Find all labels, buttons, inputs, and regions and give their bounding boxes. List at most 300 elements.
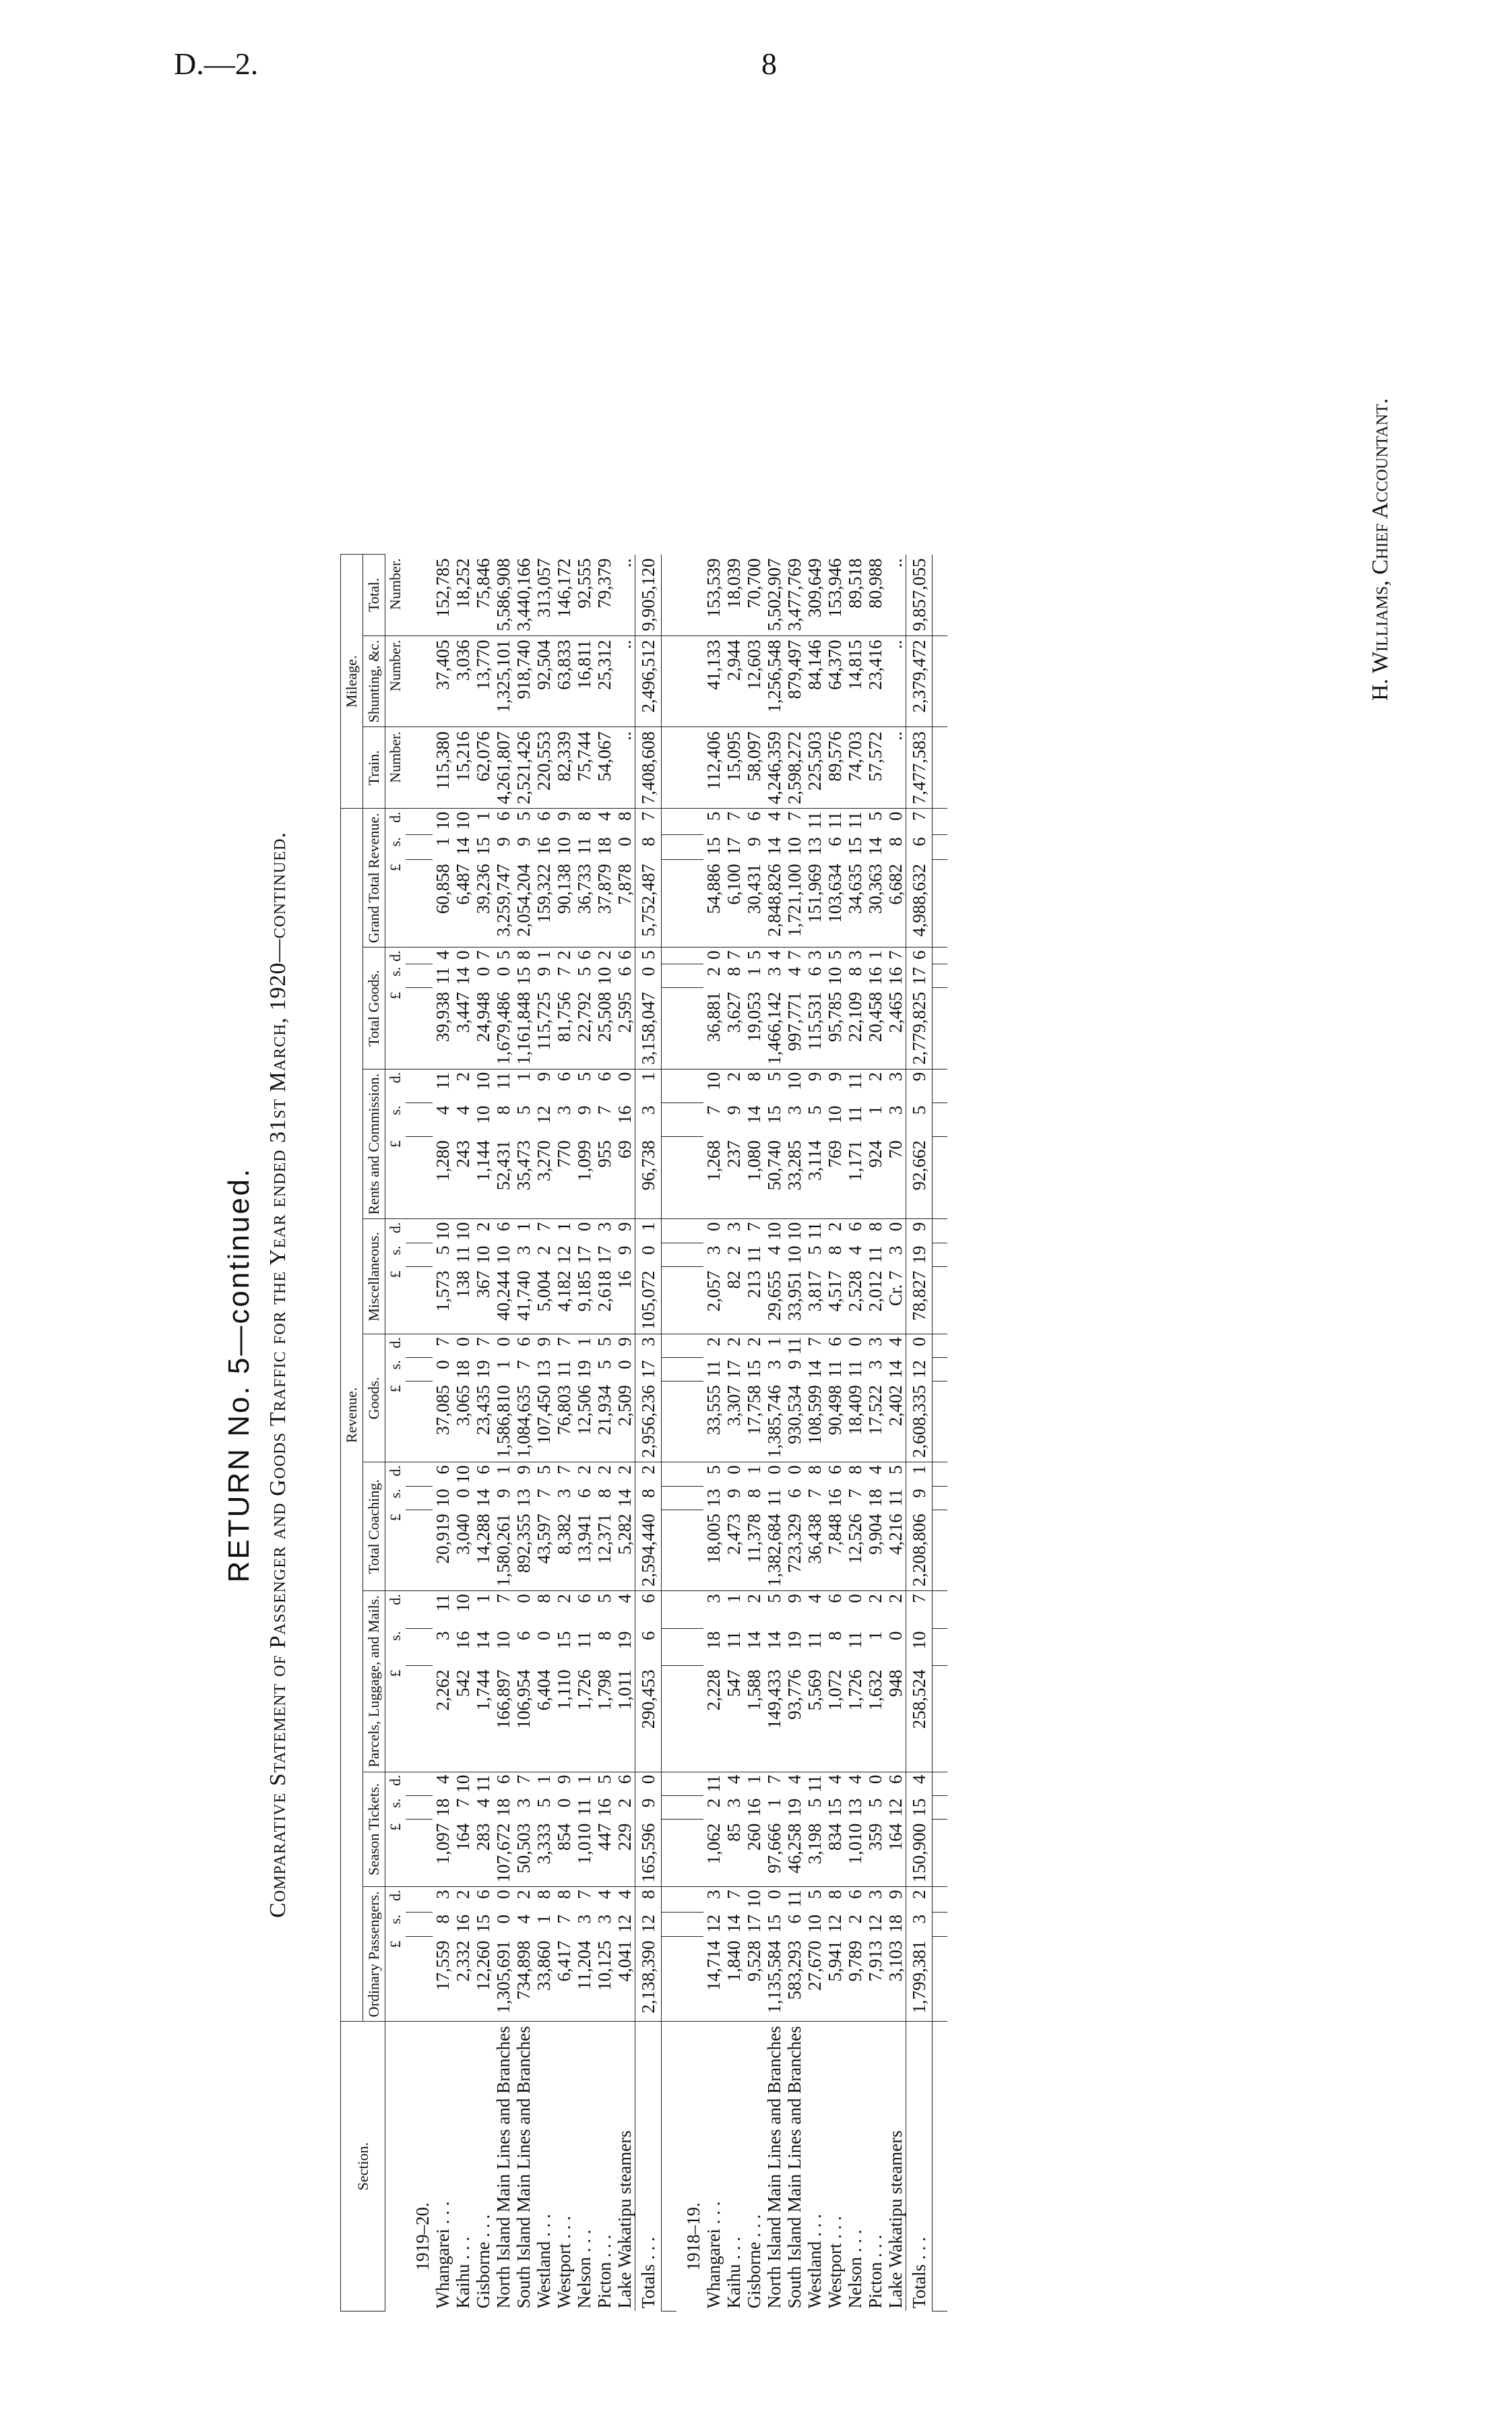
goo-shillings: 11 (554, 1360, 574, 1378)
blank-cell (662, 809, 677, 834)
blank-cell (933, 1462, 948, 1487)
section-name: Nelson . . . (845, 2229, 865, 2309)
ord-pence: 0 (764, 1890, 784, 1899)
tgo-pounds: 25,508 (594, 988, 615, 1069)
goo-shillings: 0 (615, 1360, 635, 1369)
unit-s: s. (387, 1489, 404, 1499)
tgo-pounds: 115,725 (534, 988, 554, 1069)
sea-pence: 4 (845, 1774, 865, 1785)
sea-pence: 1 (574, 1774, 594, 1785)
par-pence: 2 (554, 1594, 574, 1603)
unit-d: d. (387, 811, 404, 823)
mis-shillings: 10 (784, 1245, 805, 1264)
section-name: Picton . . . (865, 2234, 885, 2309)
tgo-pounds: 22,109 (845, 988, 865, 1069)
unit-d: d. (387, 1890, 404, 1901)
goo-pence: 0 (453, 1337, 473, 1346)
coa-pounds: 892,355 (513, 1510, 534, 1591)
tgo-pence: 0 (453, 950, 473, 960)
unit-s: s. (387, 1105, 404, 1115)
mis-shillings: 5 (433, 1245, 453, 1255)
table-row (865, 555, 885, 2312)
blank-cell (406, 1219, 433, 1243)
mis-pounds: 2,057 (703, 1266, 724, 1334)
gra-shillings: 15 (703, 837, 724, 856)
gra-pounds: 37,879 (594, 860, 615, 948)
par-pounds: 106,954 (513, 1666, 534, 1772)
ord-pence: 4 (615, 1890, 635, 1899)
total-mileage: 3,440,166 (513, 555, 534, 636)
mis-pounds: 3,817 (805, 1266, 825, 1334)
total-mileage: 92,555 (574, 555, 594, 636)
ren-shillings: 12 (534, 1105, 554, 1124)
ren-pence: 9 (805, 1072, 825, 1082)
ren-pence: 2 (865, 1072, 885, 1082)
par-pence: 2 (744, 1594, 764, 1603)
table-row (845, 555, 865, 2312)
ord-shillings: 3 (594, 1915, 615, 1924)
sea-pounds: 1,010 (574, 1820, 594, 1887)
unit-s: s. (387, 1631, 404, 1641)
sea-pounds: 3,333 (534, 1820, 554, 1887)
sea-pence: 1 (744, 1774, 764, 1785)
par-shillings: 8 (825, 1631, 845, 1641)
tgo-pence: 7 (724, 950, 744, 960)
goo-pounds: 2,956,236 (635, 1381, 662, 1462)
ren-shillings: 10 (825, 1105, 845, 1124)
par-pounds: 1,726 (574, 1666, 594, 1772)
par-pounds: 547 (724, 1666, 744, 1772)
sea-shillings: 16 (594, 1798, 615, 1817)
sea-pence: 1 (534, 1774, 554, 1785)
blank-cell (933, 1357, 948, 1381)
tgo-pounds: 36,881 (703, 988, 724, 1069)
unit-pound: £ (385, 1381, 406, 1462)
tgo-pence: 4 (764, 950, 784, 960)
mis-pounds: 78,827 (906, 1266, 933, 1334)
ord-pence: 3 (703, 1890, 724, 1899)
blank-cell (662, 1219, 677, 1243)
table-row (473, 555, 493, 2312)
unit-s: s. (387, 837, 404, 847)
ord-shillings: 0 (493, 1915, 513, 1924)
par-pence: 5 (594, 1594, 615, 1603)
gra-pence: 6 (744, 811, 764, 821)
ord-pounds: 1,135,584 (764, 1937, 784, 2022)
tgo-shillings: 1 (744, 966, 764, 976)
mis-pence: 9 (615, 1222, 635, 1231)
mis-shillings: 12 (554, 1245, 574, 1264)
gra-pence: 1 (473, 811, 493, 821)
sea-pence: 0 (635, 1772, 662, 1796)
mis-pence: 8 (865, 1222, 885, 1231)
tgo-pence: 6 (574, 950, 594, 960)
ren-pounds: 1,268 (703, 1136, 724, 1219)
ord-shillings: 12 (703, 1915, 724, 1933)
sea-shillings: 18 (433, 1798, 453, 1817)
shunting-mileage: 2,944 (724, 635, 744, 727)
train-mileage: 75,744 (574, 727, 594, 809)
col-misc: Miscellaneous. (363, 1219, 385, 1334)
mis-pounds: 29,655 (764, 1266, 784, 1334)
total-mileage: 153,946 (825, 555, 845, 636)
mis-pounds: 9,185 (574, 1266, 594, 1334)
blank-cell (406, 727, 433, 809)
coa-pence: 6 (433, 1465, 453, 1475)
unit-s: s. (387, 1798, 404, 1808)
gra-shillings: 1 (433, 837, 453, 846)
gra-shillings: 14 (865, 837, 885, 856)
blank-cell (933, 834, 948, 860)
gra-shillings: 8 (885, 837, 906, 846)
gra-pounds: 6,487 (453, 860, 473, 948)
goo-pence: 7 (473, 1337, 493, 1346)
mis-pounds: 105,072 (635, 1266, 662, 1334)
gra-shillings: 15 (845, 837, 865, 856)
ord-pence: 8 (825, 1890, 845, 1899)
blank-cell (662, 1666, 677, 1772)
tgo-pence: 1 (865, 950, 885, 960)
ord-pence: 6 (845, 1890, 865, 1899)
par-pence: 1 (724, 1594, 744, 1603)
ord-pounds: 1,305,691 (493, 1937, 513, 2022)
page-number: 8 (761, 46, 777, 81)
blank-cell (662, 1912, 677, 1937)
blank-cell (676, 1772, 703, 1796)
ord-shillings: 7 (554, 1915, 574, 1924)
par-pence: 6 (635, 1591, 662, 1629)
shunting-mileage: 2,496,512 (635, 635, 662, 727)
blank-cell (933, 1334, 948, 1358)
blank-cell (406, 1266, 433, 1334)
blank-cell (662, 1887, 677, 1912)
ren-pence: 11 (493, 1072, 513, 1090)
blank-cell (933, 1136, 948, 1219)
ord-pence: 9 (885, 1890, 906, 1899)
blank-cell (662, 1629, 677, 1666)
ren-pounds: 243 (453, 1136, 473, 1219)
rotated-page-content (222, 108, 1489, 2318)
mis-shillings: 3 (885, 1245, 906, 1255)
period-label: 1919–20. (412, 2202, 433, 2271)
units-row (385, 555, 406, 2312)
shunting-mileage: 918,740 (513, 635, 534, 727)
ren-shillings: 8 (493, 1105, 513, 1115)
unit-pound: £ (385, 1666, 406, 1772)
gra-pounds: 1,721,100 (784, 860, 805, 948)
par-shillings: 14 (473, 1631, 493, 1650)
signature: H. Williams, Chief Accountant. (1368, 398, 1393, 701)
group-header-row (341, 555, 363, 2312)
blank-cell (406, 1069, 433, 1103)
blank-cell (662, 1591, 677, 1629)
mis-pounds: 5,004 (534, 1266, 554, 1334)
tgo-pounds: 2,779,825 (906, 988, 933, 1069)
par-shillings: 10 (906, 1629, 933, 1666)
ren-shillings: 7 (594, 1105, 615, 1115)
coa-shillings: 14 (473, 1489, 493, 1508)
train-mileage: 4,261,807 (493, 727, 513, 809)
blank-cell (933, 860, 948, 948)
tgo-shillings: 16 (885, 966, 906, 985)
table-row (885, 555, 906, 2312)
col-coaching: Total Coaching. (363, 1462, 385, 1591)
shunting-mileage: 64,370 (825, 635, 845, 727)
gra-shillings: 14 (453, 837, 473, 856)
par-shillings: 19 (615, 1631, 635, 1650)
tgo-shillings: 8 (845, 966, 865, 976)
coa-shillings: 7 (805, 1489, 825, 1498)
goo-pence: 11 (784, 1337, 805, 1355)
coa-pounds: 7,848 (825, 1510, 845, 1591)
gra-shillings: 14 (764, 837, 784, 856)
blank-cell (406, 1510, 433, 1591)
ren-pence: 6 (594, 1072, 615, 1082)
sea-pence: 5 (594, 1774, 615, 1785)
ren-shillings: 5 (906, 1103, 933, 1137)
train-mileage: 112,406 (703, 727, 724, 809)
ord-pounds: 17,559 (433, 1937, 453, 2022)
par-shillings: 16 (453, 1631, 473, 1650)
tgo-shillings: 9 (534, 966, 554, 976)
blank-cell (933, 1591, 948, 1629)
blank-cell (406, 988, 433, 1069)
ren-pounds: 70 (885, 1136, 906, 1219)
ren-shillings: 7 (703, 1105, 724, 1115)
blank-cell (406, 1629, 433, 1666)
section-name: Westport . . . (554, 2216, 574, 2309)
train-mileage: .. (615, 727, 635, 809)
par-shillings: 3 (433, 1631, 453, 1641)
par-pounds: 258,524 (906, 1666, 933, 1772)
ord-pounds: 9,528 (744, 1937, 764, 2022)
goo-shillings: 1 (493, 1360, 513, 1369)
totals-row (635, 555, 662, 2312)
sea-pounds: 834 (825, 1820, 845, 1887)
goo-pence: 2 (724, 1337, 744, 1346)
ord-pence: 8 (635, 1887, 662, 1912)
section-name: Nelson . . . (574, 2229, 594, 2309)
tgo-shillings: 5 (574, 966, 594, 976)
unit-pound: £ (385, 1937, 406, 2022)
total-mileage: 153,539 (703, 555, 724, 636)
tgo-pounds: 39,938 (433, 988, 453, 1069)
par-pounds: 6,404 (534, 1666, 554, 1772)
blank-cell (662, 2022, 677, 2312)
shunting-mileage: 879,497 (784, 635, 805, 727)
total-mileage: 18,252 (453, 555, 473, 636)
col-ordinary: Ordinary Passengers. (363, 1887, 385, 2022)
ren-pounds: 69 (615, 1136, 635, 1219)
ord-shillings: 15 (473, 1915, 493, 1933)
tgo-shillings: 6 (805, 966, 825, 976)
return-title: RETURN No. 5—continued. (222, 1167, 255, 1583)
shunting-mileage: 1,256,548 (764, 635, 784, 727)
unit-number: Number. (385, 727, 406, 809)
goo-pounds: 108,599 (805, 1381, 825, 1462)
ren-pence: 10 (784, 1072, 805, 1090)
gra-shillings: 10 (554, 837, 574, 856)
goo-pounds: 18,409 (845, 1381, 865, 1462)
blank-cell (406, 964, 433, 988)
mis-pounds: 16 (615, 1266, 635, 1334)
tgo-shillings: 0 (493, 966, 513, 976)
goo-pounds: 1,084,635 (513, 1381, 534, 1462)
par-pounds: 290,453 (635, 1666, 662, 1772)
total-mileage: 5,586,908 (493, 555, 513, 636)
ren-shillings: 3 (885, 1105, 906, 1115)
goo-pounds: 3,307 (724, 1381, 744, 1462)
total-mileage: 9,857,055 (906, 555, 933, 636)
sea-pounds: 85 (724, 1820, 744, 1887)
table-row (615, 555, 635, 2312)
blank-cell (933, 1219, 948, 1243)
blank-cell (676, 1820, 703, 1887)
par-pounds: 1,798 (594, 1666, 615, 1772)
tgo-pounds: 1,161,848 (513, 988, 534, 1069)
tgo-pounds: 19,053 (744, 988, 764, 1069)
goo-pounds: 930,534 (784, 1381, 805, 1462)
blank-cell (676, 1510, 703, 1591)
par-pounds: 5,569 (805, 1666, 825, 1772)
mis-shillings: 4 (845, 1245, 865, 1255)
coa-shillings: 11 (885, 1489, 906, 1507)
gra-pounds: 54,886 (703, 860, 724, 948)
ren-pence: 8 (744, 1072, 764, 1082)
section-name: South Island Main Lines and Branches (784, 2026, 805, 2309)
mis-shillings: 10 (473, 1245, 493, 1264)
mis-pence: 0 (574, 1222, 594, 1231)
ren-pence: 0 (615, 1072, 635, 1082)
ren-shillings: 3 (554, 1105, 574, 1115)
goo-pence: 0 (845, 1337, 865, 1346)
shunting-mileage: 92,504 (534, 635, 554, 727)
coa-pence: 0 (724, 1465, 744, 1475)
blank-cell (662, 1069, 677, 1103)
goo-shillings: 3 (764, 1360, 784, 1369)
mis-pence: 10 (433, 1222, 453, 1241)
goo-pounds: 90,498 (825, 1381, 845, 1462)
tgo-shillings: 3 (764, 966, 784, 976)
ord-pence: 5 (805, 1890, 825, 1899)
coa-pence: 2 (615, 1465, 635, 1475)
coa-pounds: 3,040 (453, 1510, 473, 1591)
ren-shillings: 9 (724, 1105, 744, 1115)
spacer-row (933, 555, 948, 2312)
ren-pounds: 769 (825, 1136, 845, 1219)
coa-pence: 9 (513, 1465, 534, 1475)
coa-shillings: 11 (764, 1489, 784, 1507)
ord-pounds: 10,125 (594, 1937, 615, 2022)
ord-pence: 3 (433, 1890, 453, 1899)
tgo-pence: 8 (513, 950, 534, 960)
goo-pence: 7 (554, 1337, 574, 1346)
goo-pence: 5 (594, 1337, 615, 1346)
blank-cell (933, 1937, 948, 2022)
sea-shillings: 4 (473, 1798, 493, 1808)
blank-cell (676, 988, 703, 1069)
par-pence: 5 (764, 1594, 784, 1603)
coa-pounds: 2,473 (724, 1510, 744, 1591)
blank-cell (662, 1937, 677, 2022)
mis-shillings: 4 (764, 1245, 784, 1255)
tgo-shillings: 10 (594, 966, 615, 985)
ren-pence: 10 (473, 1072, 493, 1090)
shunting-mileage: 23,416 (865, 635, 885, 727)
coa-shillings: 6 (784, 1489, 805, 1498)
mis-shillings: 19 (906, 1243, 933, 1266)
gra-pence: 6 (493, 811, 513, 821)
goo-pounds: 2,509 (615, 1381, 635, 1462)
table-row (805, 555, 825, 2312)
ord-shillings: 15 (764, 1915, 784, 1933)
shunting-mileage: .. (615, 635, 635, 727)
blank-cell (406, 1937, 433, 2022)
mis-pence: 2 (473, 1222, 493, 1231)
mis-pence: 10 (453, 1222, 473, 1241)
section-name: Gisborne . . . (744, 2214, 764, 2309)
blank-cell (662, 555, 677, 636)
ren-pounds: 52,431 (493, 1136, 513, 1219)
ord-shillings: 2 (845, 1915, 865, 1924)
shunting-mileage: .. (885, 635, 906, 727)
section-name: Whangarei . . . (433, 2201, 453, 2309)
par-shillings: 14 (744, 1631, 764, 1650)
coa-pounds: 11,378 (744, 1510, 764, 1591)
train-mileage: 7,408,608 (635, 727, 662, 809)
ren-shillings: 10 (473, 1105, 493, 1124)
ord-shillings: 12 (865, 1915, 885, 1933)
blank-cell (662, 1357, 677, 1381)
mis-pence: 7 (744, 1222, 764, 1231)
tgo-pence: 7 (473, 950, 493, 960)
ren-pounds: 96,738 (635, 1136, 662, 1219)
total-mileage: .. (885, 555, 906, 636)
par-shillings: 19 (784, 1631, 805, 1650)
blank-cell (933, 1912, 948, 1937)
ren-shillings: 5 (805, 1105, 825, 1115)
table-body (385, 555, 948, 2312)
goo-pence: 9 (615, 1337, 635, 1346)
par-pounds: 2,262 (433, 1666, 453, 1772)
goo-shillings: 11 (703, 1360, 724, 1378)
blank-cell (406, 1820, 433, 1887)
sea-shillings: 11 (574, 1798, 594, 1816)
mis-pounds: 213 (744, 1266, 764, 1334)
ren-shillings: 16 (615, 1105, 635, 1124)
goo-pence: 4 (885, 1337, 906, 1346)
tgo-pence: 7 (784, 950, 805, 960)
table-row (574, 555, 594, 2312)
section-name: Picton . . . (594, 2234, 615, 2309)
blank-cell (933, 1887, 948, 1912)
unit-pound: £ (385, 1266, 406, 1334)
table-row (513, 555, 534, 2312)
coa-shillings: 0 (453, 1489, 473, 1498)
total-mileage: 79,379 (594, 555, 615, 636)
blank-cell (676, 727, 703, 809)
goo-pounds: 33,555 (703, 1381, 724, 1462)
goo-pounds: 2,402 (885, 1381, 906, 1462)
par-pence: 4 (805, 1594, 825, 1603)
coa-pounds: 12,371 (594, 1510, 615, 1591)
sea-pence: 9 (554, 1774, 574, 1785)
blank-cell (933, 1103, 948, 1137)
tgo-pence: 6 (906, 948, 933, 964)
coa-pounds: 4,216 (885, 1510, 906, 1591)
blank-cell (933, 1243, 948, 1266)
mis-shillings: 11 (744, 1245, 764, 1264)
